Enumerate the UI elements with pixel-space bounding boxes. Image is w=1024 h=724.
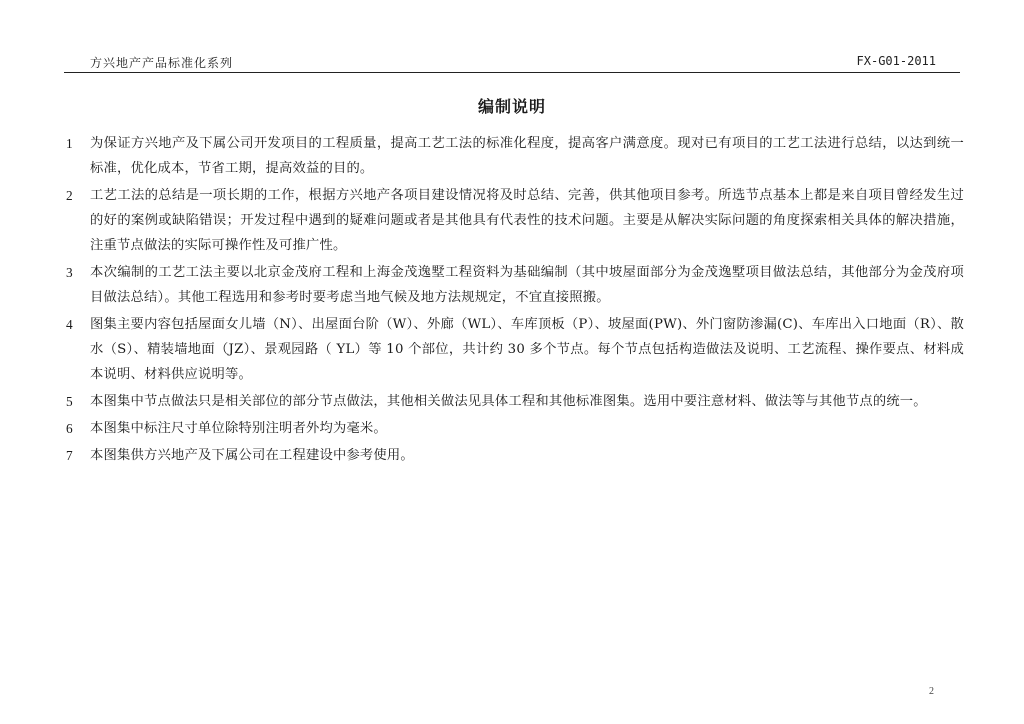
item-number: 7 xyxy=(66,448,73,463)
list-item xyxy=(64,183,964,258)
list-item xyxy=(64,131,964,181)
list-item xyxy=(64,416,964,441)
series-title: 方兴地产产品标准化系列 xyxy=(90,56,234,70)
item-number: 3 xyxy=(66,265,73,280)
page-number: 2 xyxy=(929,686,934,697)
item-text: 为保证方兴地产及下属公司开发项目的工程质量，提高工艺工法的标准化程度，提高客户满意度。现对已有项目的工艺工法进行总结，以达到统一标准，优化成本，节省工期，提高效益的目的。 xyxy=(90,136,964,176)
list-item xyxy=(64,260,964,310)
item-number: 6 xyxy=(66,421,73,436)
page-title: 编制说明 xyxy=(477,97,546,116)
list-item xyxy=(64,312,964,387)
list-item xyxy=(64,389,964,414)
item-number: 5 xyxy=(66,394,73,409)
item-text: 本图集中节点做法只是相关部位的部分节点做法，其他相关做法见具体工程和其他标准图集。选用中要注意材料、做法等与其他节点的统一。 xyxy=(90,394,927,409)
item-text: 图集主要内容包括屋面女儿墙（N）、出屋面台阶（W）、外廊（WL）、车库顶板（P）、坡屋面(PW)、外门窗防渗漏(C)、车库出入口地面（R）、散水（S）、精装墙地面（JZ）、景观园路（ YL）等 10 个部位，共计约 30 多个节点。每个节点包括构造做法及说明、工艺流程、操作要点、材料成本说明、材料供应说明等。 xyxy=(90,317,964,382)
item-text: 本图集中标注尺寸单位除特别注明者外均为毫米。 xyxy=(90,421,387,436)
item-text: 本图集供方兴地产及下属公司在工程建设中参考使用。 xyxy=(90,448,414,463)
item-number: 4 xyxy=(66,317,73,332)
header-divider xyxy=(64,72,960,73)
list-item xyxy=(64,443,964,468)
page-header xyxy=(90,54,936,72)
instruction-list xyxy=(64,131,964,470)
item-number: 2 xyxy=(66,188,73,203)
item-number: 1 xyxy=(66,136,73,151)
document-code: FX-G01-2011 xyxy=(856,54,936,68)
item-text: 本次编制的工艺工法主要以北京金茂府工程和上海金茂逸墅工程资料为基础编制（其中坡屋面部分为金茂逸墅项目做法总结，其他部分为金茂府项目做法总结）。其他工程选用和参考时要考虑当地气候及地方法规规定，不宜直接照搬。 xyxy=(90,265,964,305)
item-text: 工艺工法的总结是一项长期的工作，根据方兴地产各项目建设情况将及时总结、完善，供其他项目参考。所选节点基本上都是来自项目曾经发生过的好的案例或缺陷错误；开发过程中遇到的疑难问题或者是其他具有代表性的技术问题。主要是从解决实际问题的角度探索相关具体的解决措施，注重节点做法的实际可操作性及可推广性。 xyxy=(90,188,964,253)
